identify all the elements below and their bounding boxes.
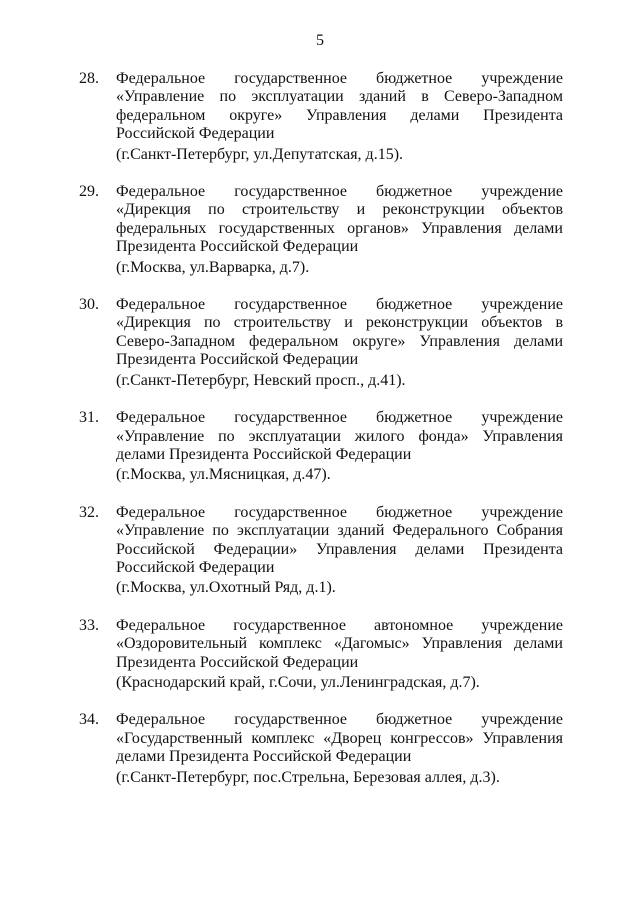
item-line: Федеральное государственное автономное учреждение bbox=[116, 616, 563, 634]
item-line: делами Президента Российской Федерации bbox=[116, 748, 412, 766]
item-line: федеральном округе» Управления делами Президента bbox=[116, 106, 563, 124]
list-item bbox=[79, 409, 563, 485]
item-line: Федеральное государственное бюджетное учреждение bbox=[116, 711, 563, 729]
item-address: (г.Москва, ул.Варварка, д.7). bbox=[116, 258, 310, 276]
item-line: Президента Российской Федерации bbox=[116, 238, 359, 256]
list-item bbox=[79, 70, 563, 164]
item-line: делами Президента Российской Федерации bbox=[116, 445, 412, 463]
item-line: Федеральное государственное бюджетное учреждение bbox=[116, 296, 563, 314]
item-line: Российской Федерации» Управления делами Президента bbox=[116, 540, 563, 558]
item-line: Федеральное государственное бюджетное учреждение bbox=[116, 409, 563, 427]
item-line: Федеральное государственное бюджетное учреждение bbox=[116, 183, 563, 201]
item-line: «Дирекция по строительству и реконструкции объектов в bbox=[116, 314, 563, 332]
list-item bbox=[79, 504, 563, 598]
item-line: «Государственный комплекс «Дворец конгрессов» Управления bbox=[116, 729, 563, 747]
institution-list bbox=[79, 70, 563, 806]
item-line: «Оздоровительный комплекс «Дагомыс» Управления делами bbox=[116, 635, 563, 653]
item-line: «Управление по эксплуатации зданий Федерального Собрания bbox=[116, 522, 563, 540]
list-item bbox=[79, 711, 563, 787]
item-address: (г.Санкт-Петербург, пос.Стрельна, Березовая аллея, д.3). bbox=[116, 768, 500, 786]
list-item bbox=[79, 617, 563, 693]
list-item bbox=[79, 296, 563, 390]
item-address: (г.Санкт-Петербург, ул.Депутатская, д.15). bbox=[116, 145, 404, 163]
item-number: 32. bbox=[79, 503, 99, 521]
item-address: (г.Москва, ул.Мясницкая, д.47). bbox=[116, 466, 331, 484]
item-line: Президента Российской Федерации bbox=[116, 351, 359, 369]
page-number: 5 bbox=[316, 32, 324, 49]
item-number: 29. bbox=[79, 183, 99, 201]
item-address: (г.Москва, ул.Охотный Ряд, д.1). bbox=[116, 579, 336, 597]
item-line: Федеральное государственное бюджетное учреждение bbox=[116, 70, 563, 87]
item-line: Российской Федерации bbox=[116, 558, 275, 576]
item-address: (г.Санкт-Петербург, Невский просп., д.41). bbox=[116, 371, 406, 389]
item-line: федеральных государственных органов» Управления делами bbox=[116, 219, 563, 237]
item-number: 30. bbox=[79, 296, 99, 314]
item-line: Президента Российской Федерации bbox=[116, 653, 359, 671]
item-line: Российской Федерации bbox=[116, 125, 275, 143]
item-number: 33. bbox=[79, 616, 99, 634]
item-line: Федеральное государственное бюджетное учреждение bbox=[116, 503, 563, 521]
item-number: 31. bbox=[79, 409, 99, 427]
item-line: «Дирекция по строительству и реконструкции объектов bbox=[116, 201, 563, 219]
item-number: 34. bbox=[79, 711, 99, 729]
list-item bbox=[79, 183, 563, 277]
item-line: «Управление по эксплуатации зданий в Северо-Западном bbox=[116, 88, 563, 106]
item-address: (Краснодарский край, г.Сочи, ул.Ленинградская, д.7). bbox=[116, 673, 480, 691]
item-line: Северо-Западном федеральном округе» Управления делами bbox=[116, 332, 563, 350]
item-line: «Управление по эксплуатации жилого фонда» Управления bbox=[116, 427, 563, 445]
item-number: 28. bbox=[79, 70, 99, 87]
